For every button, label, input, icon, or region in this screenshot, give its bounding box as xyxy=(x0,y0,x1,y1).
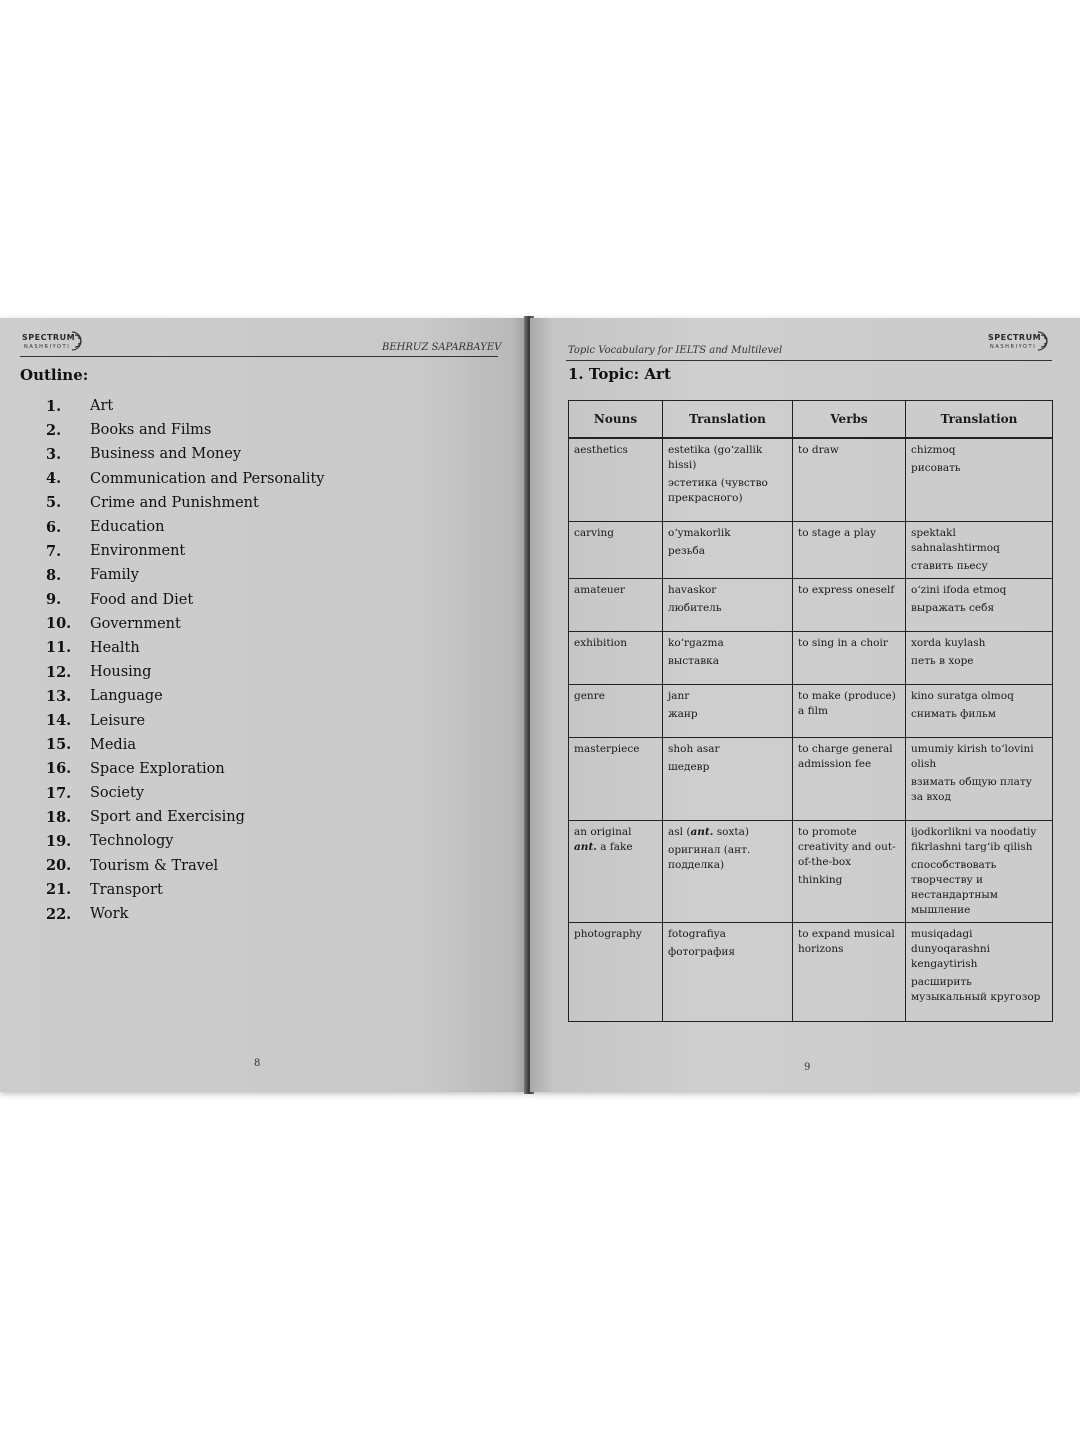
outline-item xyxy=(46,394,325,418)
page-number-left: 8 xyxy=(254,1058,261,1069)
verb-cell xyxy=(793,821,906,923)
outline-item-number: 8. xyxy=(46,566,62,584)
outline-item-label: Sport and Exercising xyxy=(90,809,245,826)
cell-text: thinking xyxy=(798,874,843,886)
table-row xyxy=(569,579,1053,632)
cell-text: резьба xyxy=(668,545,705,557)
outline-item xyxy=(46,757,325,781)
noun-cell xyxy=(569,522,663,579)
outline-item-number: 2. xyxy=(46,421,62,439)
verb-cell xyxy=(793,923,906,1022)
logo-text: SPECTRUM xyxy=(988,333,1042,342)
spectrum-logo xyxy=(22,330,92,356)
logo-arc-icon xyxy=(68,330,90,352)
logo-text: SPECTRUM xyxy=(22,333,76,342)
outline-item-number: 18. xyxy=(46,808,72,826)
cell-text: chizmoq xyxy=(911,444,956,456)
cell-text: o‘ymakorlik xyxy=(668,527,731,539)
outline-item xyxy=(46,442,325,466)
outline-list xyxy=(46,394,325,926)
outline-item-number: 9. xyxy=(46,591,62,609)
outline-item xyxy=(46,854,325,878)
table-row xyxy=(569,438,1053,522)
cell-text: musiqadagi dunyoqarashni kengaytirish xyxy=(911,928,991,970)
noun-cell xyxy=(569,579,663,632)
cell-text xyxy=(574,825,657,855)
cell-text: to stage a play xyxy=(798,527,876,539)
outline-item xyxy=(46,539,325,563)
outline-item-label: Education xyxy=(90,519,165,536)
noun-translation-cell xyxy=(663,685,793,738)
noun-translation-cell xyxy=(663,738,793,821)
open-book xyxy=(0,318,1080,1092)
table-row xyxy=(569,821,1053,923)
outline-item xyxy=(46,515,325,539)
cell-text: любитель xyxy=(668,602,722,614)
outline-item-number: 12. xyxy=(46,663,72,681)
cell-text: spektakl sahnalashtirmoq xyxy=(911,527,1000,554)
outline-item-number: 15. xyxy=(46,736,72,754)
cell-text-part: asl ( xyxy=(668,826,691,838)
cell-text: ставить пьесу xyxy=(911,560,988,572)
noun-cell xyxy=(569,685,663,738)
antonym-marker: ant. xyxy=(690,826,714,838)
cell-text: ijodkorlikni va noodatiy fikrlashni targ‘ib qilish xyxy=(911,826,1037,853)
outline-item-label: Transport xyxy=(90,881,163,898)
outline-item-number: 13. xyxy=(46,687,72,705)
cell-text: masterpiece xyxy=(574,743,640,755)
cell-text: рисовать xyxy=(911,462,961,474)
outline-item xyxy=(46,563,325,587)
cell-text: to draw xyxy=(798,444,839,456)
cell-text: exhibition xyxy=(574,637,627,649)
cell-text: kino suratga olmoq xyxy=(911,690,1014,702)
running-head-author: BEHRUZ SAPARBAYEV xyxy=(382,342,502,353)
outline-item-label: Health xyxy=(90,639,140,656)
cell-text: снимать фильм xyxy=(911,708,996,720)
outline-item-label: Business and Money xyxy=(90,446,242,463)
verb-cell xyxy=(793,632,906,685)
cell-text: fotografiya xyxy=(668,928,726,940)
outline-item-label: Books and Films xyxy=(90,422,212,439)
cell-text: photography xyxy=(574,928,642,940)
outline-item-label: Space Exploration xyxy=(90,760,225,777)
cell-text: жанр xyxy=(668,708,698,720)
verb-translation-cell xyxy=(906,738,1053,821)
outline-item-label: Food and Diet xyxy=(90,591,194,608)
outline-item-number: 17. xyxy=(46,784,72,802)
outline-item-label: Technology xyxy=(90,833,174,850)
outline-item-number: 1. xyxy=(46,397,62,415)
outline-item-number: 20. xyxy=(46,857,72,875)
noun-cell xyxy=(569,923,663,1022)
noun-cell xyxy=(569,821,663,923)
verb-translation-cell xyxy=(906,579,1053,632)
outline-item xyxy=(46,781,325,805)
noun-translation-cell xyxy=(663,923,793,1022)
header-nouns: Nouns xyxy=(569,401,663,439)
cell-text: janr xyxy=(668,690,690,702)
verb-translation-cell xyxy=(906,821,1053,923)
outline-item xyxy=(46,418,325,442)
outline-item-number: 4. xyxy=(46,470,62,488)
verb-translation-cell xyxy=(906,923,1053,1022)
running-head-title: Topic Vocabulary for IELTS and Multilevel xyxy=(568,345,783,356)
table-row xyxy=(569,738,1053,821)
header-verbs: Verbs xyxy=(793,401,906,439)
noun-translation-cell xyxy=(663,522,793,579)
outline-item-label: Family xyxy=(90,567,139,584)
outline-item-number: 10. xyxy=(46,615,72,633)
outline-item xyxy=(46,588,325,612)
outline-item xyxy=(46,491,325,515)
cell-text: способствовать творчеству и нестандартным мышление xyxy=(911,859,998,916)
header-rule xyxy=(20,356,498,357)
outline-item-label: Language xyxy=(90,688,163,705)
outline-item-number: 11. xyxy=(46,639,72,657)
outline-item xyxy=(46,660,325,684)
verb-translation-cell xyxy=(906,685,1053,738)
cell-text: выражать себя xyxy=(911,602,995,614)
outline-item-number: 21. xyxy=(46,881,72,899)
cell-text: to promote creativity and out-of-the-box xyxy=(798,826,896,868)
cell-text: петь в хоре xyxy=(911,655,974,667)
outline-item-label: Work xyxy=(90,906,129,923)
outline-item xyxy=(46,684,325,708)
cell-text: to make (produce) a film xyxy=(798,690,896,717)
cell-text-part: soxta) xyxy=(713,826,749,838)
outline-item-label: Society xyxy=(90,785,145,802)
noun-translation-cell xyxy=(663,821,793,923)
header-translation: Translation xyxy=(906,401,1053,439)
verb-cell xyxy=(793,579,906,632)
logo-arc-icon xyxy=(1034,330,1056,352)
cell-text: to express oneself xyxy=(798,584,895,596)
outline-item-number: 6. xyxy=(46,518,62,536)
cell-text: havaskor xyxy=(668,584,717,596)
outline-item xyxy=(46,902,325,926)
outline-item-label: Government xyxy=(90,615,181,632)
cell-text: выставка xyxy=(668,655,719,667)
spectrum-logo xyxy=(988,330,1058,356)
verb-cell xyxy=(793,685,906,738)
outline-item xyxy=(46,805,325,829)
outline-item-label: Leisure xyxy=(90,712,146,729)
logo-subtext: NASHRIYOTI xyxy=(990,344,1037,350)
cell-text: ko‘rgazma xyxy=(668,637,724,649)
cell-text: фотография xyxy=(668,946,735,958)
cell-text: оригинал (ант. подделка) xyxy=(668,844,751,871)
outline-item-label: Communication and Personality xyxy=(90,470,325,487)
table-header-row xyxy=(569,401,1053,439)
cell-text: xorda kuylash xyxy=(911,637,986,649)
cell-text: estetika (go‘zallik hissi) xyxy=(668,444,763,471)
outline-item-number: 7. xyxy=(46,542,62,560)
verb-cell xyxy=(793,738,906,821)
left-page xyxy=(0,318,528,1092)
outline-item-label: Environment xyxy=(90,543,186,560)
cell-text: amateuer xyxy=(574,584,625,596)
right-page xyxy=(530,318,1080,1092)
outline-item-number: 16. xyxy=(46,760,72,778)
table-row xyxy=(569,685,1053,738)
outline-title: Outline: xyxy=(20,366,89,384)
outline-item xyxy=(46,636,325,660)
outline-item-label: Art xyxy=(90,398,114,415)
verb-cell xyxy=(793,438,906,522)
outline-item xyxy=(46,708,325,732)
noun-cell xyxy=(569,438,663,522)
outline-item xyxy=(46,829,325,853)
cell-text: o‘zini ifoda etmoq xyxy=(911,584,1007,596)
cell-text: to expand musical horizons xyxy=(798,928,895,955)
table-row xyxy=(569,632,1053,685)
topic-title: 1. Topic: Art xyxy=(568,365,671,383)
header-translation: Translation xyxy=(663,401,793,439)
cell-text: to sing in a choir xyxy=(798,637,888,649)
outline-item xyxy=(46,467,325,491)
header-rule xyxy=(566,360,1052,361)
outline-item-number: 19. xyxy=(46,832,72,850)
cell-text: carving xyxy=(574,527,614,539)
outline-item-label: Crime and Punishment xyxy=(90,494,259,511)
table-row xyxy=(569,522,1053,579)
outline-item-number: 3. xyxy=(46,445,62,463)
verb-translation-cell xyxy=(906,632,1053,685)
logo-subtext: NASHRIYOTI xyxy=(24,344,71,350)
outline-item-label: Tourism & Travel xyxy=(90,857,219,874)
cell-text xyxy=(668,825,787,840)
outline-item-label: Housing xyxy=(90,664,152,681)
cell-text-part: a fake xyxy=(596,841,633,853)
outline-item-number: 5. xyxy=(46,494,62,512)
cell-text-part: an original xyxy=(574,826,632,838)
outline-item xyxy=(46,733,325,757)
cell-text: umumiy kirish to‘lovini olish xyxy=(911,743,1034,770)
vocabulary-table xyxy=(568,400,1053,1022)
cell-text: эстетика (чувство прекрасного) xyxy=(668,477,768,504)
page-number-right: 9 xyxy=(804,1062,811,1073)
verb-translation-cell xyxy=(906,522,1053,579)
noun-translation-cell xyxy=(663,579,793,632)
outline-item-label: Media xyxy=(90,736,136,753)
cell-text: взимать общую плату за вход xyxy=(911,776,1032,803)
noun-translation-cell xyxy=(663,632,793,685)
noun-translation-cell xyxy=(663,438,793,522)
noun-cell xyxy=(569,632,663,685)
verb-translation-cell xyxy=(906,438,1053,522)
cell-text: to charge general admission fee xyxy=(798,743,893,770)
outline-item-number: 22. xyxy=(46,905,72,923)
outline-item xyxy=(46,878,325,902)
cell-text: genre xyxy=(574,690,605,702)
table-row xyxy=(569,923,1053,1022)
cell-text: shoh asar xyxy=(668,743,720,755)
cell-text: расширить музыкальный кругозор xyxy=(911,976,1041,1003)
cell-text: aesthetics xyxy=(574,444,628,456)
noun-cell xyxy=(569,738,663,821)
outline-item-number: 14. xyxy=(46,712,72,730)
cell-text: шедевр xyxy=(668,761,710,773)
antonym-marker: ant. xyxy=(574,841,597,853)
verb-cell xyxy=(793,522,906,579)
outline-item xyxy=(46,612,325,636)
